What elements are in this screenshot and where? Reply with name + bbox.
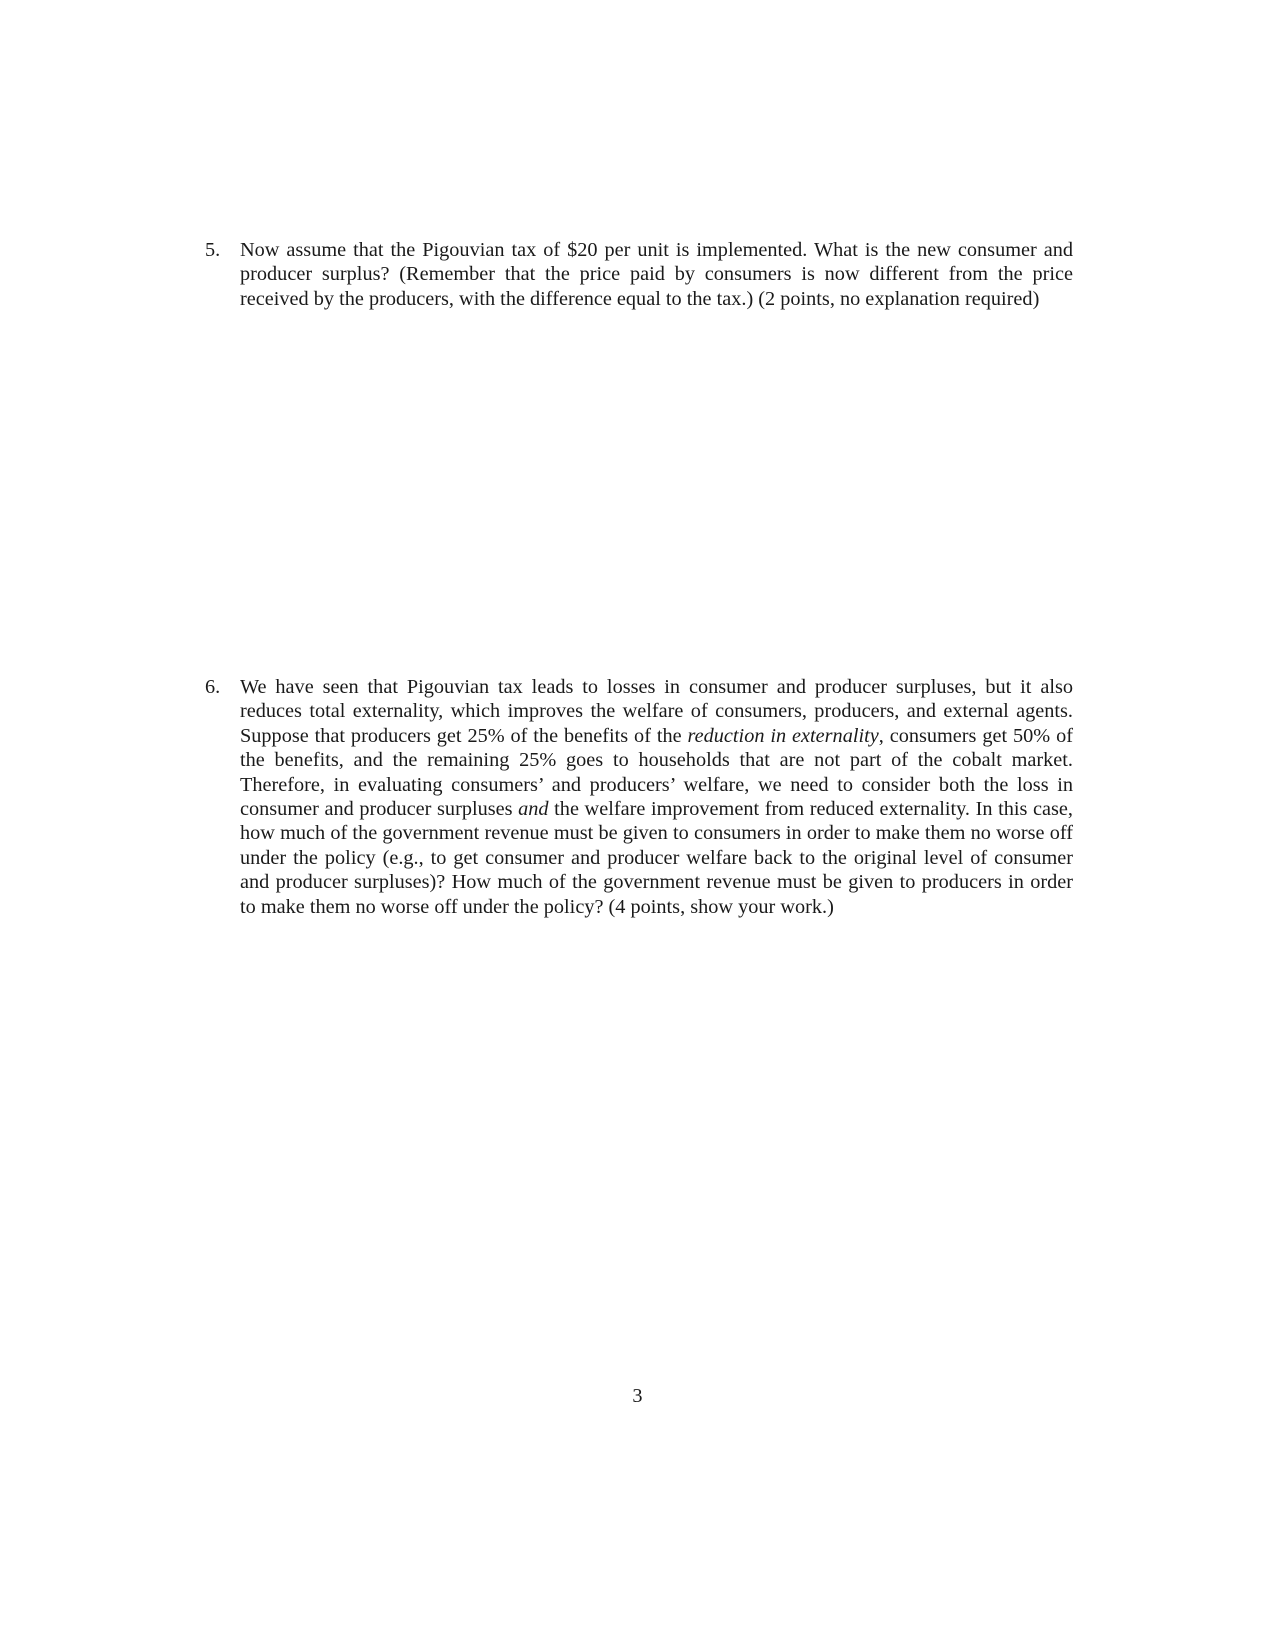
emphasis-text: reduction in externality — [687, 724, 879, 747]
question-5 — [205, 238, 1073, 311]
question-text-part: We have seen that Pigouvian tax leads to losses in consumer and producer surpluses, but it also reduces total externality, which improves the welfare of consumers, producers, and external agents. Suppose that producers get 25% of the benefits of the — [240, 676, 1073, 747]
question-text — [240, 675, 1073, 919]
question-number: 5. — [205, 239, 221, 261]
question-text: Now assume that the Pigouvian tax of $20 per unit is implemented. What is the new consumer and producer surplus? (Remember that the price paid by consumers is now different from the price received by the producers, with the difference equal to the tax.) (2 points, no explanation required) — [240, 239, 1073, 310]
question-text-part: the welfare improvement from reduced externality. In this case, how much of the government revenue must be given to consumers in order to make them no worse off under the policy (e.g., to get consumer and producer welfare back to the original level of consumer and producer surpluses)? How much of the government revenue must be given to producers in order to make them no worse off under the policy? (4 points, show your work.) — [240, 798, 1073, 918]
question-text-part: , consumers get 50% of the benefits, and the remaining 25% goes to households that are not part of the cobalt market. Therefore, in evaluating consumers’ and producers’ welfare, we need to consider both the loss in consumer and producer surpluses — [240, 724, 1073, 821]
question-6 — [205, 675, 1073, 919]
question-number: 6. — [205, 676, 221, 698]
page-number: 3 — [632, 1385, 643, 1407]
emphasis-text: and — [518, 798, 549, 821]
